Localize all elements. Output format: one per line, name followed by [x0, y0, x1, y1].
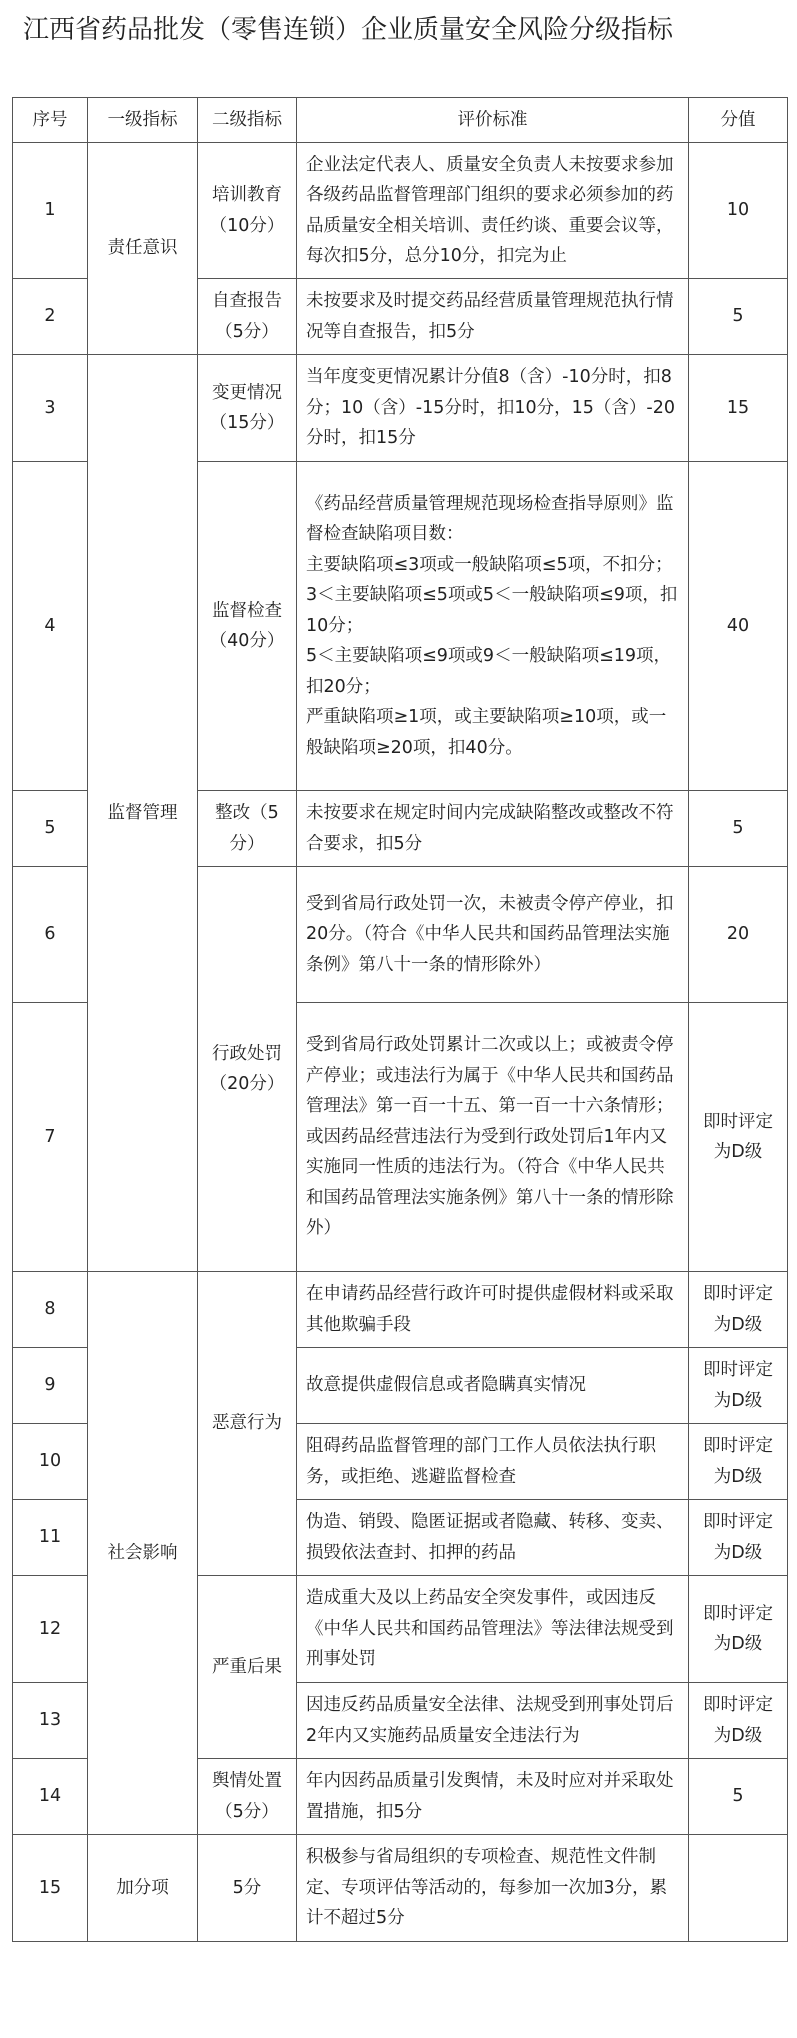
criteria-cell: 未按要求在规定时间内完成缺陷整改或整改不符合要求，扣5分 [297, 791, 689, 867]
row-number: 10 [13, 1424, 88, 1500]
criteria-cell [297, 462, 689, 791]
row-number: 9 [13, 1348, 88, 1424]
level2-cell: 恶意行为 [198, 1272, 297, 1576]
score-cell: 即时评定为D级 [689, 1576, 788, 1683]
level2-cell: 5分 [198, 1835, 297, 1942]
level1-cell: 加分项 [88, 1835, 198, 1942]
criteria-cell: 年内因药品质量引发舆情，未及时应对并采取处置措施，扣5分 [297, 1759, 689, 1835]
score-cell: 5 [689, 791, 788, 867]
criteria-line: 3＜主要缺陷项≤5项或5＜一般缺陷项≤9项，扣10分； [306, 585, 678, 636]
criteria-line: 严重缺陷项≥1项，或主要缺陷项≥10项，或一般缺陷项≥20项，扣40分。 [306, 707, 667, 758]
row-number: 15 [13, 1835, 88, 1942]
level1-cell: 社会影响 [88, 1272, 198, 1835]
criteria-cell: 阻碍药品监督管理的部门工作人员依法执行职务，或拒绝、逃避监督检查 [297, 1424, 689, 1500]
header-score: 分值 [689, 98, 788, 143]
criteria-cell: 积极参与省局组织的专项检查、规范性文件制定、专项评估等活动的，每参加一次加3分，累计不超过5分 [297, 1835, 689, 1942]
row-number: 6 [13, 867, 88, 1003]
row-number: 13 [13, 1683, 88, 1759]
score-cell: 15 [689, 355, 788, 462]
row-number: 11 [13, 1500, 88, 1576]
criteria-cell: 未按要求及时提交药品经营质量管理规范执行情况等自查报告，扣5分 [297, 279, 689, 355]
score-cell: 20 [689, 867, 788, 1003]
header-criteria: 评价标准 [297, 98, 689, 143]
score-cell: 10 [689, 143, 788, 279]
criteria-cell: 受到省局行政处罚累计二次或以上；或被责令停产停业；或违法行为属于《中华人民共和国药品管理法》第一百一十五、第一百一十六条情形；或因药品经营违法行为受到行政处罚后1年内又实施同一性质的违法行为。（符合《中华人民共和国药品管理法实施条例》第八十一条的情形除外） [297, 1003, 689, 1272]
table-row [13, 1272, 788, 1348]
criteria-line: 5＜主要缺陷项≤9项或9＜一般缺陷项≤19项，扣20分； [306, 646, 671, 697]
criteria-cell: 因违反药品质量安全法律、法规受到刑事处罚后2年内又实施药品质量安全违法行为 [297, 1683, 689, 1759]
criteria-cell: 企业法定代表人、质量安全负责人未按要求参加各级药品监督管理部门组织的要求必须参加的药品质量安全相关培训、责任约谈、重要会议等，每次扣5分，总分10分，扣完为止 [297, 143, 689, 279]
row-number: 14 [13, 1759, 88, 1835]
header-level1: 一级指标 [88, 98, 198, 143]
level1-cell: 监督管理 [88, 355, 198, 1272]
criteria-line: 《药品经营质量管理规范现场检查指导原则》监督检查缺陷项目数： [306, 493, 674, 545]
score-cell: 即时评定为D级 [689, 1348, 788, 1424]
score-cell: 40 [689, 462, 788, 791]
table-row [13, 143, 788, 279]
score-cell: 即时评定为D级 [689, 1500, 788, 1576]
criteria-cell: 在申请药品经营行政许可时提供虚假材料或采取其他欺骗手段 [297, 1272, 689, 1348]
header-row [13, 98, 788, 143]
level2-cell: 整改（5分） [198, 791, 297, 867]
header-level2: 二级指标 [198, 98, 297, 143]
criteria-line: 主要缺陷项≤3项或一般缺陷项≤5项，不扣分； [306, 554, 673, 575]
level2-cell: 自查报告（5分） [198, 279, 297, 355]
row-number: 8 [13, 1272, 88, 1348]
row-number: 7 [13, 1003, 88, 1272]
score-cell: 即时评定为D级 [689, 1003, 788, 1272]
score-cell [689, 1835, 788, 1942]
row-number: 2 [13, 279, 88, 355]
criteria-cell: 受到省局行政处罚一次，未被责令停产停业，扣20分。（符合《中华人民共和国药品管理法实施条例》第八十一条的情形除外） [297, 867, 689, 1003]
level2-cell: 培训教育（10分） [198, 143, 297, 279]
level2-cell: 严重后果 [198, 1576, 297, 1759]
page-title: 江西省药品批发（零售连锁）企业质量安全风险分级指标 [23, 15, 674, 45]
row-number: 1 [13, 143, 88, 279]
header-no: 序号 [13, 98, 88, 143]
level2-cell: 监督检查（40分） [198, 462, 297, 791]
row-number: 3 [13, 355, 88, 462]
criteria-cell: 当年度变更情况累计分值8（含）-10分时，扣8分；10（含）-15分时，扣10分，15（含）-20分时，扣15分 [297, 355, 689, 462]
score-cell: 即时评定为D级 [689, 1272, 788, 1348]
score-cell: 5 [689, 279, 788, 355]
row-number: 4 [13, 462, 88, 791]
criteria-cell: 故意提供虚假信息或者隐瞒真实情况 [297, 1348, 689, 1424]
level2-cell: 舆情处置（5分） [198, 1759, 297, 1835]
criteria-cell: 造成重大及以上药品安全突发事件，或因违反《中华人民共和国药品管理法》等法律法规受到刑事处罚 [297, 1576, 689, 1683]
table-row [13, 1835, 788, 1942]
risk-indicator-table [12, 97, 788, 1942]
score-cell: 即时评定为D级 [689, 1424, 788, 1500]
level2-cell: 行政处罚（20分） [198, 867, 297, 1272]
row-number: 5 [13, 791, 88, 867]
level1-cell: 责任意识 [88, 143, 198, 355]
table-row [13, 355, 788, 462]
row-number: 12 [13, 1576, 88, 1683]
criteria-cell: 伪造、销毁、隐匿证据或者隐藏、转移、变卖、损毁依法查封、扣押的药品 [297, 1500, 689, 1576]
score-cell: 即时评定为D级 [689, 1683, 788, 1759]
level2-cell: 变更情况（15分） [198, 355, 297, 462]
score-cell: 5 [689, 1759, 788, 1835]
